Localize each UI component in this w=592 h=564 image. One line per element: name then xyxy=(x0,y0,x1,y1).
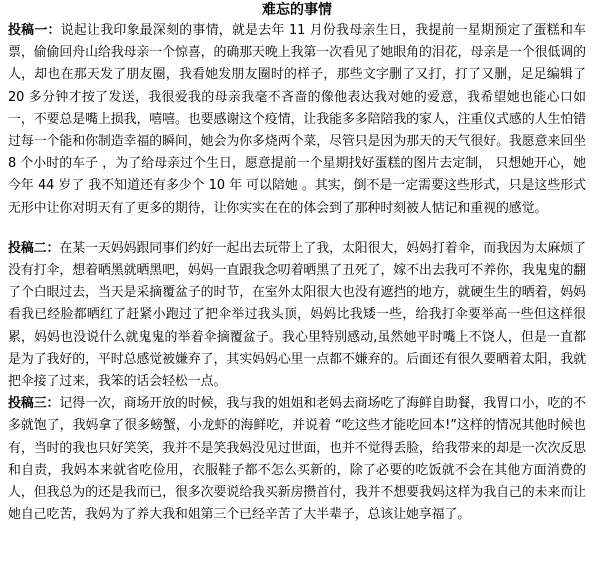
submission-one-label: 投稿一： xyxy=(8,23,61,38)
submission-one xyxy=(8,20,586,220)
submission-three xyxy=(8,393,586,526)
submission-two xyxy=(8,238,586,393)
submission-two-label: 投稿二： xyxy=(8,240,60,256)
submission-two-text: 在某一天妈妈跟同事们约好一起出去玩带上了我，太阳很大，妈妈打着伞，而我因为太麻烦了没有打伞，想着晒黑就晒黑吧，妈妈一直跟我念叨着晒黑了丑死了，嫁不出去我可不养你，我鬼鬼的翻了个白眼过去，当天是采摘覆盆子的时节，在室外太阳很大也没有遮挡的地方，就硬生生的晒着，妈妈看我已经脸都晒红了赶紧小跑过了把伞举过我头顶，妈妈比我矮一些，给我打伞要举高一些但这样很累，妈妈也没说什么就鬼鬼的举着伞摘覆盆子。我心里特别感动,虽然她平时嘴上不饶人，但是一直都是为了我好的，平时总感觉被嫌弃了，其实妈妈心里一点都不嫌弃的。后面还有很久要晒着太阳，我就把伞接了过来，我笨的话会轻松一点。 xyxy=(8,240,586,390)
paragraph-spacer xyxy=(8,220,586,238)
submission-one-text: 说起让我印象最深刻的事情，就是去年 11 月份我母亲生日，我提前一星期预定了蛋糕和车票，偷偷回舟山给我母亲一个惊喜，的确那天晚上我第一次看见了她眼角的泪花，母亲是一个很低调的人，却也在那天发了朋友圈，我看她发朋友圈时的样子，那些文字删了又打，打了又删，足足编辑了 20 多分钟才按了发送，我很爱我的母亲我毫不吝啬的像他表达我对她的爱意，我希望她也能心口如一，不要总是嘴上损我，嘻嘻。也要感谢这个疫情，让我能多多陪陪我的家人，注重仪式感的人生怕错过每一个能和你制造幸福的瞬间，她会为你多烧两个菜，尽管只是因为那天的天气很好。我愿意来回坐 8 个小时的车子 ，为了给母亲过个生日，愿意提前一个星期找好蛋糕的图片去定制， 只想她开心，她今年 44 岁了 我不知道还有多少个 10 年 可以陪她 。其实，倒不是一定需要这些形式，只是这些形式无形中让你对明天有了更多的期待，让你实实在在的体会到了那种时刻被人惦记和重视的感觉。 xyxy=(8,23,586,216)
submission-three-text: 记得一次，商场开放的时候，我与我的姐姐和老妈去商场吃了海鲜自助餐，我胃口小，吃的不多就饱了，我妈拿了很多螃蟹，小龙虾的海鲜吃，并说着 “吃这些才能吃回本!”这样的情况其他时候也有，当时的我也只好笑笑，我并不是笑我妈没见过世面，也并不觉得丢脸，给我带来的却是一次次反思和自责，我妈本来就省吃俭用，衣服鞋子都不怎么买新的，除了必要的吃饭就不会在其他方面消费的人，但我总为的还是我而已，很多次要说给我买新房攒首付，我并不想要我妈这样为我自己的未来而让她自己吃苦，我妈为了养大我和姐第三个已经辛苦了大半辈子，总该让她享福了。 xyxy=(8,396,586,523)
document-title: 难忘的事情 xyxy=(262,2,332,18)
submission-three-label: 投稿三： xyxy=(8,396,60,412)
